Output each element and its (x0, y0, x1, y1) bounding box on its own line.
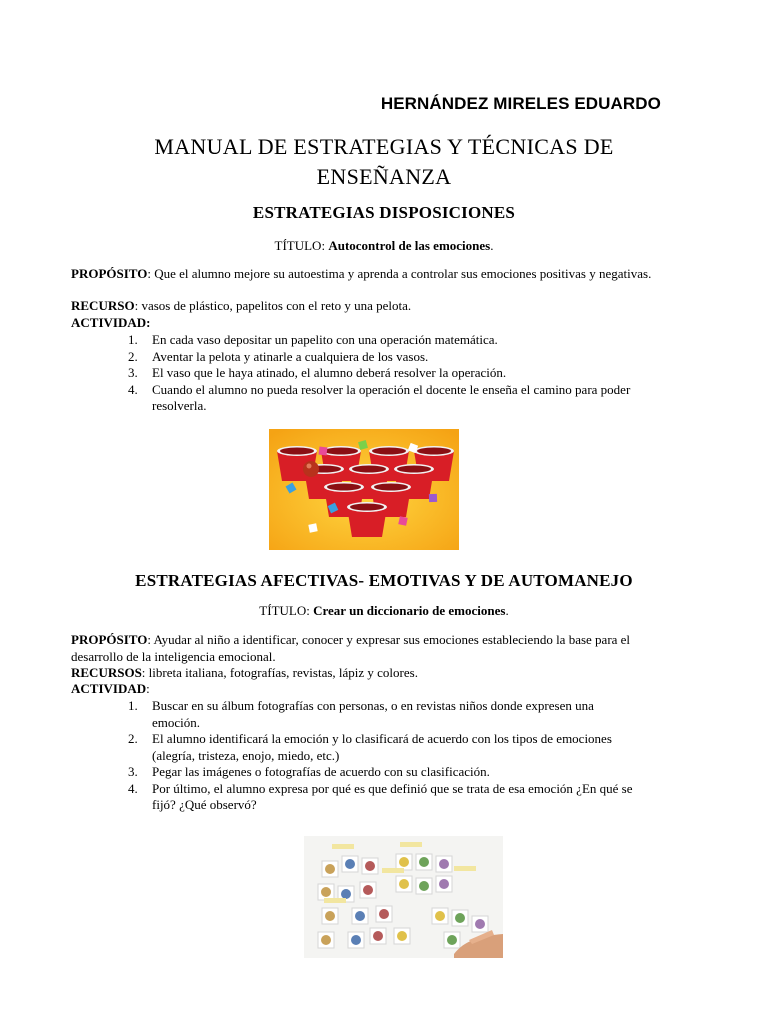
cup-inside (374, 484, 408, 491)
child-face (363, 885, 373, 895)
section1-proposito-label: PROPÓSITO (71, 266, 148, 281)
emotion-category-label (332, 844, 354, 849)
section2-activity-list (104, 698, 660, 814)
section1-title: ESTRATEGIAS DISPOSICIONES (252, 203, 516, 222)
child-face (365, 861, 375, 871)
step-text: El alumno identificará la emoción y lo clasificará de acuerdo con los tipos de emociones (alegría, tristeza, enojo, miedo, etc.) (152, 731, 612, 763)
emotions-board-image (304, 836, 503, 958)
child-face (325, 911, 335, 921)
author-name: HERNÁNDEZ MIRELES EDUARDO (380, 94, 661, 113)
list-item: 1. Buscar en su álbum fotografías con personas, o en revistas niños donde expresen una emoción. (128, 698, 594, 730)
cup-inside (417, 448, 451, 455)
step-text: El vaso que le haya atinado, el alumno deberá resolver la operación. (152, 365, 507, 380)
document-title (70, 132, 698, 192)
section2-title: ESTRATEGIAS AFECTIVAS- EMOTIVAS Y DE AUTOMANEJO (135, 571, 633, 590)
section1-proposito (71, 266, 660, 283)
child-face (419, 857, 429, 867)
child-face (399, 857, 409, 867)
cup-inside (372, 448, 406, 455)
section2-proposito-text: : Ayudar al niño a identificar, conocer y expresar sus emociones estableciendo la base para el desarrollo de la inteligencia emocional. (71, 632, 631, 664)
child-face (325, 864, 335, 874)
child-face (439, 879, 449, 889)
section1-recurso (71, 298, 660, 315)
section1-titulo-label: TÍTULO (274, 238, 322, 253)
child-face (379, 909, 389, 919)
step-text: Buscar en su álbum fotografías con personas, o en revistas niños donde expresen una emoción. (152, 698, 594, 730)
section2-titulo: TÍTULO: Crear un diccionario de emociones. (259, 603, 509, 618)
section2-recursos (71, 665, 660, 682)
list-item: 1. En cada vaso depositar un papelito con una operación matemática. (128, 332, 498, 347)
step-text: Aventar la pelota y atinarle a cualquiera de los vasos. (152, 348, 429, 364)
cups-illustration (269, 429, 459, 550)
section2-proposito-label: PROPÓSITO (71, 632, 148, 647)
step-text: Pegar las imágenes o fotografías de acuerdo con su clasificación. (152, 764, 490, 779)
child-face (399, 879, 409, 889)
section1-titulo-value: Autocontrol de las emociones (328, 238, 491, 253)
section2-actividad-colon: : (146, 681, 150, 696)
section2-actividad-heading: ACTIVIDAD (71, 681, 147, 696)
section2-recursos-label: RECURSOS (71, 665, 142, 680)
confetti-paper (308, 523, 317, 532)
child-face (373, 931, 383, 941)
step-text: Por último, el alumno expresa por qué es que definió que se trata de esa emoción ¿En qué se fijó? ¿Qué observó? (152, 780, 633, 812)
child-face (321, 887, 331, 897)
child-face (475, 919, 485, 929)
section1-activity-list (104, 332, 660, 415)
step-text: En cada vaso depositar un papelito con una operación matemática. (152, 332, 498, 347)
cups-game-image (269, 429, 459, 550)
confetti-paper (429, 494, 437, 502)
cup-inside (352, 466, 386, 473)
child-face (455, 913, 465, 923)
confetti-paper (398, 516, 407, 525)
section2-titulo-label: TÍTULO (259, 603, 307, 618)
emotion-category-label (324, 898, 346, 903)
child-face (345, 859, 355, 869)
cup-inside (280, 448, 314, 455)
list-item: 3. El vaso que le haya atinado, el alumno deberá resolver la operación. (128, 365, 507, 380)
section2-proposito (71, 632, 660, 665)
confetti-paper (319, 447, 328, 456)
cup-inside (327, 484, 361, 491)
emotion-category-label (400, 842, 422, 847)
emotion-category-label (382, 868, 404, 873)
child-face (435, 911, 445, 921)
child-face (397, 931, 407, 941)
step-text: Cuando el alumno no pueda resolver la operación el docente le enseña el camino para poder resolverla. (152, 381, 631, 413)
section1-recurso-text: : vasos de plástico, papelitos con el reto y una pelota. (134, 298, 412, 313)
child-face (341, 889, 351, 899)
cup-inside (350, 504, 384, 511)
section1-titulo: TÍTULO: Autocontrol de las emociones. (274, 238, 494, 253)
list-item: 2. Aventar la pelota y atinarle a cualquiera de los vasos. (128, 348, 429, 364)
section1-proposito-text: : Que el alumno mejore su autoestima y aprenda a controlar sus emociones positivas y negativas. (147, 266, 652, 281)
section2-recursos-text: : libreta italiana, fotografías, revistas, lápiz y colores. (141, 665, 418, 680)
cup-inside (397, 466, 431, 473)
child-face (439, 859, 449, 869)
child-face (321, 935, 331, 945)
section2-actividad-label (71, 681, 660, 698)
document-title-line2: ENSEÑANZA (316, 164, 452, 189)
child-face (447, 935, 457, 945)
section1-actividad-heading: ACTIVIDAD: (71, 315, 151, 330)
emotions-board-illustration (304, 836, 503, 958)
child-face (351, 935, 361, 945)
list-item: 3. Pegar las imágenes o fotografías de acuerdo con su clasificación. (128, 764, 490, 779)
child-face (419, 881, 429, 891)
section2-titulo-value: Crear un diccionario de emociones (313, 603, 506, 618)
section1-recurso-label: RECURSO (71, 298, 135, 313)
cup-inside (324, 448, 358, 455)
document-title-line1: MANUAL DE ESTRATEGIAS Y TÉCNICAS DE (154, 134, 614, 159)
section1-actividad-label (71, 315, 660, 332)
emotion-category-label (454, 866, 476, 871)
list-item: 4. Por último, el alumno expresa por qué es que definió que se trata de esa emoción ¿En qué se fijó? ¿Qué observó? (128, 780, 633, 812)
list-item: 4. Cuando el alumno no pueda resolver la operación el docente le enseña el camino para poder resolverla. (128, 381, 631, 413)
child-face (355, 911, 365, 921)
list-item: 2. El alumno identificará la emoción y lo clasificará de acuerdo con los tipos de emociones (alegría, tristeza, enojo, miedo, etc.) (128, 731, 612, 763)
